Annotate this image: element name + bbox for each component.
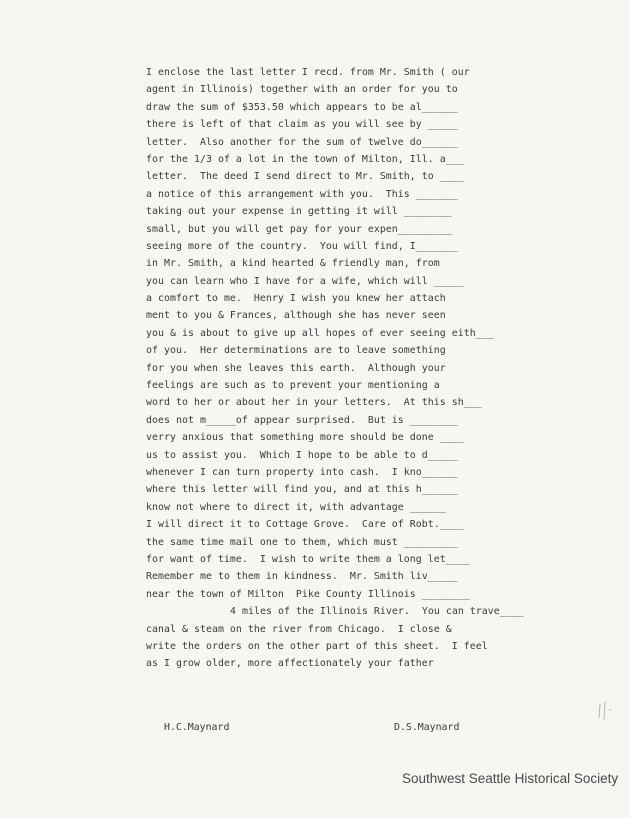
letter-line: letter. The deed I send direct to Mr. Smith, to ____	[146, 171, 464, 183]
letter-line: verry anxious that something more should be done ____	[146, 432, 464, 444]
letter-line: us to assist you. Which I hope to be able to d_____	[146, 449, 458, 461]
letter-line: you & is about to give up all hopes of ever seeing eith___	[146, 327, 494, 339]
letter-line: near the town of Milton Pike County Illinois ________	[146, 588, 470, 600]
letter-line: letter. Also another for the sum of twelve do______	[146, 136, 458, 148]
letter-line: agent in Illinois) together with an order for you to	[146, 84, 458, 96]
letter-body	[146, 64, 566, 673]
letter-line: I enclose the last letter I recd. from Mr. Smith ( our	[146, 67, 470, 78]
letter-line: does not m_____of appear surprised. But is ________	[146, 414, 458, 426]
letter-line: word to her or about her in your letters. At this sh___	[146, 397, 482, 409]
archive-watermark: Southwest Seattle Historical Society	[402, 771, 619, 786]
letter-line: a notice of this arrangement with you. This _______	[146, 188, 458, 200]
letter-line: for want of time. I wish to write them a long let____	[146, 553, 470, 565]
letter-line: whenever I can turn property into cash. I kno______	[146, 466, 458, 478]
letter-line: write the orders on the other part of this sheet. I feel	[146, 640, 488, 652]
letter-line: you can learn who I have for a wife, which will _____	[146, 275, 464, 287]
letter-line: a comfort to me. Henry I wish you knew her attach	[146, 293, 446, 305]
letter-line: Remember me to them in kindness. Mr. Smith liv_____	[146, 571, 458, 583]
letter-line: there is left of that claim as you will see by _____	[146, 119, 458, 131]
letter-line: seeing more of the country. You will find, I_______	[146, 240, 458, 252]
letter-line: as I grow older, more affectionately your father	[146, 658, 434, 670]
letter-line: small, but you will get pay for your expen_________	[146, 223, 452, 235]
signature-left: H.C.Maynard	[164, 722, 230, 733]
letter-line: where this letter will find you, and at this h______	[146, 484, 458, 496]
letter-line: know not where to direct it, with advantage ______	[146, 501, 446, 513]
letter-line: for you when she leaves this earth. Although your	[146, 362, 446, 374]
letter-line: in Mr. Smith, a kind hearted & friendly man, from	[146, 258, 440, 270]
letter-line: ment to you & Frances, although she has never seen	[146, 310, 446, 322]
letter-line: feelings are such as to prevent your mentioning a	[146, 380, 440, 392]
letter-line: for the 1/3 of a lot in the town of Milton, Ill. a___	[146, 153, 464, 165]
letter-line: of you. Her determinations are to leave something	[146, 345, 446, 357]
pencil-mark-icon	[596, 700, 616, 722]
letter-line: draw the sum of $353.50 which appears to be al______	[146, 101, 458, 113]
letter-line: I will direct it to Cottage Grove. Care of Robt.____	[146, 519, 464, 531]
letter-line: taking out your expense in getting it will ________	[146, 206, 452, 218]
letter-line: canal & steam on the river from Chicago. I close &	[146, 623, 452, 635]
letter-line: 4 miles of the Illinois River. You can trave____	[230, 606, 524, 618]
letter-line: the same time mail one to them, which must _________	[146, 536, 458, 548]
signature-right: D.S.Maynard	[394, 722, 460, 733]
